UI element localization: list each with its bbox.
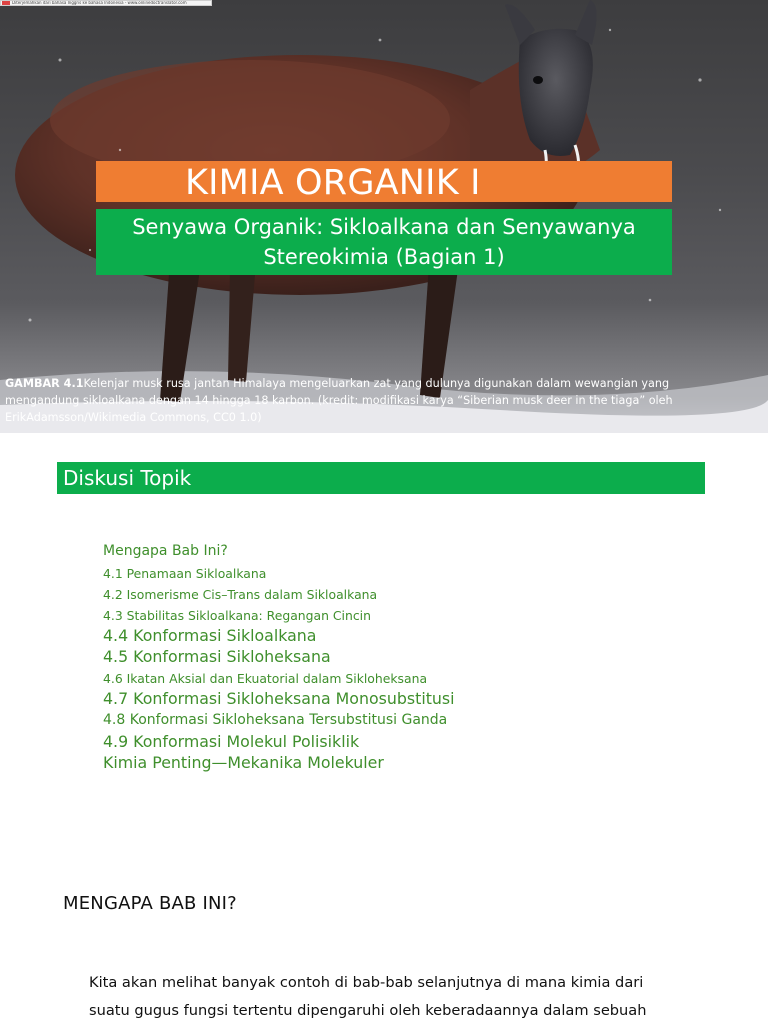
toc-item[interactable]: 4.7 Konformasi Sikloheksana Monosubstitusi xyxy=(103,689,455,708)
caption-text: Kelenjar musk rusa jantan Himalaya mengeluarkan zat yang dulunya digunakan dalam wewangian yang mengandung sikloalkana dengan 14 hingga 18 karbon. (kredit: modifikasi karya “Siberian musk deer in the tiaga” oleh ErikAdamsson/Wikimedia Commons, CC0 1.0) xyxy=(5,377,673,424)
subtitle-line-1: Senyawa Organik: Sikloalkana dan Senyawanya xyxy=(132,215,636,239)
toc-item[interactable]: 4.4 Konformasi Sikloalkana xyxy=(103,626,317,645)
toc-item[interactable]: Mengapa Bab Ini? xyxy=(103,543,228,559)
toc-item[interactable]: 4.3 Stabilitas Sikloalkana: Regangan Cincin xyxy=(103,608,371,623)
title-banner xyxy=(96,161,672,202)
paragraph-line: suatu gugus fungsi tertentu dipengaruhi oleh keberadaannya dalam sebuah xyxy=(89,1002,647,1019)
toc-item[interactable]: 4.8 Konformasi Sikloheksana Tersubstitusi Ganda xyxy=(103,712,448,728)
hero-image xyxy=(0,0,768,433)
caption-label: GAMBAR 4.1 xyxy=(5,377,84,390)
topic-heading: Diskusi Topik xyxy=(63,466,192,490)
section-heading: MENGAPA BAB INI? xyxy=(63,893,237,914)
toc-item[interactable]: 4.1 Penamaan Sikloalkana xyxy=(103,566,267,581)
toc-item[interactable]: 4.6 Ikatan Aksial dan Ekuatorial dalam Sikloheksana xyxy=(103,671,428,686)
paragraph-line: Kita akan melihat banyak contoh di bab-bab selanjutnya di mana kimia dari xyxy=(89,974,644,991)
translator-note: Diterjemahkan dari bahasa Inggris ke bahasa Indonesia - www.onlinedoctranslator.com xyxy=(12,0,187,5)
subtitle-line-2: Stereokimia (Bagian 1) xyxy=(263,245,505,269)
subtitle-banner xyxy=(96,209,672,275)
page-title: KIMIA ORGANIK I xyxy=(185,163,481,203)
toc-item[interactable]: Kimia Penting—Mekanika Molekuler xyxy=(103,753,384,772)
toc-item[interactable]: 4.5 Konformasi Sikloheksana xyxy=(103,647,331,666)
translator-badge[interactable] xyxy=(0,0,212,6)
topic-banner xyxy=(57,462,705,494)
body-paragraph xyxy=(89,969,709,1025)
translator-logo-icon xyxy=(2,1,10,5)
toc-item[interactable]: 4.2 Isomerisme Cis–Trans dalam Sikloalkana xyxy=(103,587,378,602)
figure-caption xyxy=(5,375,725,426)
toc-item[interactable]: 4.9 Konformasi Molekul Polisiklik xyxy=(103,732,360,751)
